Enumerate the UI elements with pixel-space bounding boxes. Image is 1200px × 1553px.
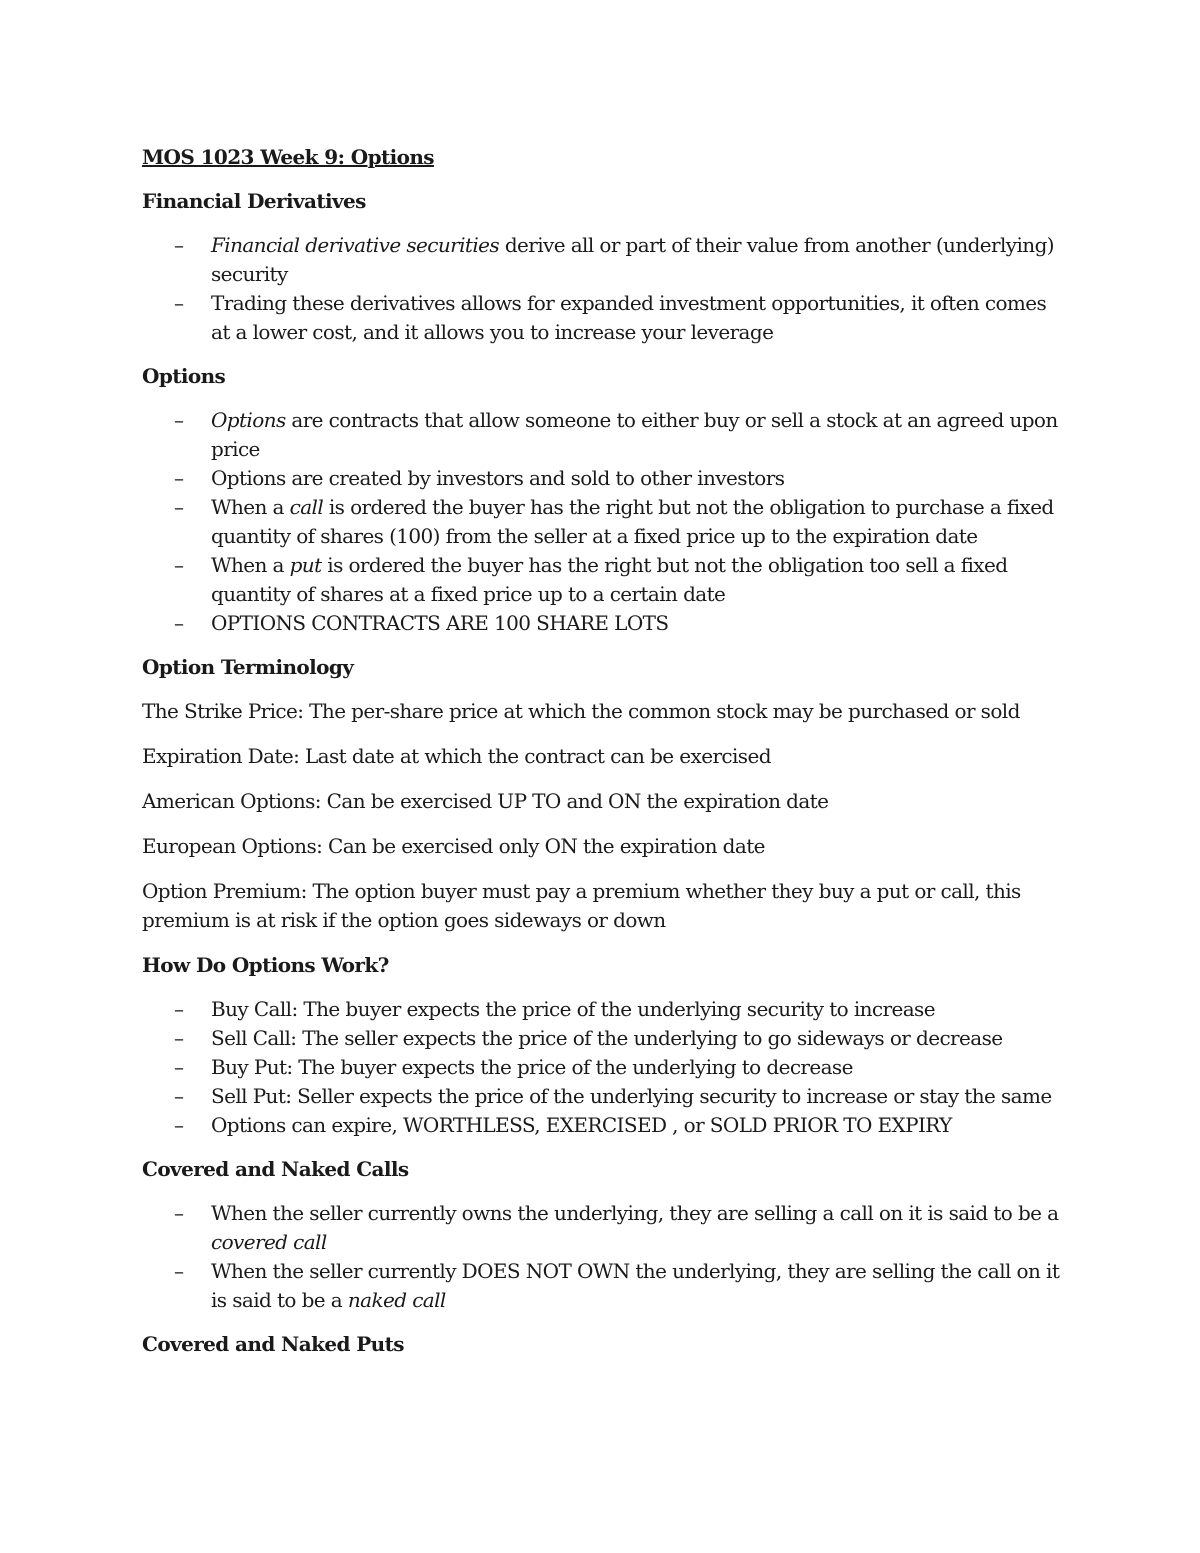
list-item: [142, 464, 1062, 493]
list-item: – Sell Put: Seller expects the price of the underlying security to increase or stay the same: [142, 1082, 1062, 1111]
how-options-work-list: [142, 995, 1062, 1140]
heading-options: Options: [142, 364, 226, 388]
term-european-options: European Options: Can be exercised only ON the expiration date: [142, 834, 765, 858]
list-item-text: is ordered the buyer has the right but not the obligation to purchase a fixed quantity of shares (100) from the seller at a fixed price up to the expiration date: [211, 495, 1054, 548]
list-item: [142, 231, 1062, 289]
financial-derivatives-list: [142, 231, 1062, 347]
term-strike-price: The Strike Price: The per-share price at which the common stock may be purchased or sold: [142, 699, 1020, 723]
italic-term: Options: [211, 408, 286, 432]
covered-naked-calls-list: [142, 1199, 1062, 1315]
list-item: – Buy Call: The buyer expects the price of the underlying security to increase: [142, 995, 1062, 1024]
list-item: – Options can expire, WORTHLESS, EXERCISED , or SOLD PRIOR TO EXPIRY: [142, 1111, 1062, 1140]
document-title: MOS 1023 Week 9: Options: [142, 145, 434, 169]
list-item-text: When a: [211, 553, 290, 577]
options-list: [142, 406, 1062, 638]
list-item: [142, 406, 1062, 464]
list-item-text: Options are created by investors and sold to other investors: [211, 466, 785, 490]
list-item-text: Trading these derivatives allows for expanded investment opportunities, it often comes at a lower cost, and it allows you to increase your leverage: [211, 291, 1047, 344]
list-item: – Sell Call: The seller expects the price of the underlying to go sideways or decrease: [142, 1024, 1062, 1053]
italic-term: naked call: [347, 1288, 446, 1312]
list-item: [142, 493, 1062, 551]
list-item-text: are contracts that allow someone to either buy or sell a stock at an agreed upon price: [211, 408, 1058, 461]
list-item-text: When the seller currently DOES NOT OWN the underlying, they are selling the call on it is said to be a: [211, 1259, 1060, 1312]
list-item: [142, 551, 1062, 609]
italic-term: covered call: [211, 1230, 327, 1254]
list-item: [142, 289, 1062, 347]
heading-option-terminology: Option Terminology: [142, 655, 354, 679]
term-american-options: American Options: Can be exercised UP TO and ON the expiration date: [142, 789, 829, 813]
list-item-text: is ordered the buyer has the right but not the obligation too sell a fixed quantity of shares at a fixed price up to a certain date: [211, 553, 1008, 606]
italic-term: put: [289, 553, 322, 577]
heading-how-options-work: How Do Options Work?: [142, 953, 389, 977]
italic-term: Financial derivative securities: [211, 233, 500, 257]
list-item: [142, 609, 1062, 638]
term-expiration-date: Expiration Date: Last date at which the contract can be exercised: [142, 744, 771, 768]
list-item-text: OPTIONS CONTRACTS ARE 100 SHARE LOTS: [211, 611, 669, 635]
list-item: [142, 1257, 1062, 1315]
heading-covered-naked-puts: Covered and Naked Puts: [142, 1332, 404, 1356]
document-page: [142, 143, 1062, 1374]
list-item-text: When a: [211, 495, 290, 519]
list-item-text: When the seller currently owns the underlying, they are selling a call on it is said to be a: [211, 1201, 1059, 1225]
list-item: [142, 1199, 1062, 1257]
heading-financial-derivatives: Financial Derivatives: [142, 189, 366, 213]
term-option-premium: Option Premium: The option buyer must pay a premium whether they buy a put or call, this premium is at risk if the option goes sideways or down: [142, 879, 1021, 932]
list-item: – Buy Put: The buyer expects the price of the underlying to decrease: [142, 1053, 1062, 1082]
heading-covered-naked-calls: Covered and Naked Calls: [142, 1157, 409, 1181]
italic-term: call: [289, 495, 324, 519]
list-item-text: derive all or part of their value from another (underlying) security: [211, 233, 1054, 286]
